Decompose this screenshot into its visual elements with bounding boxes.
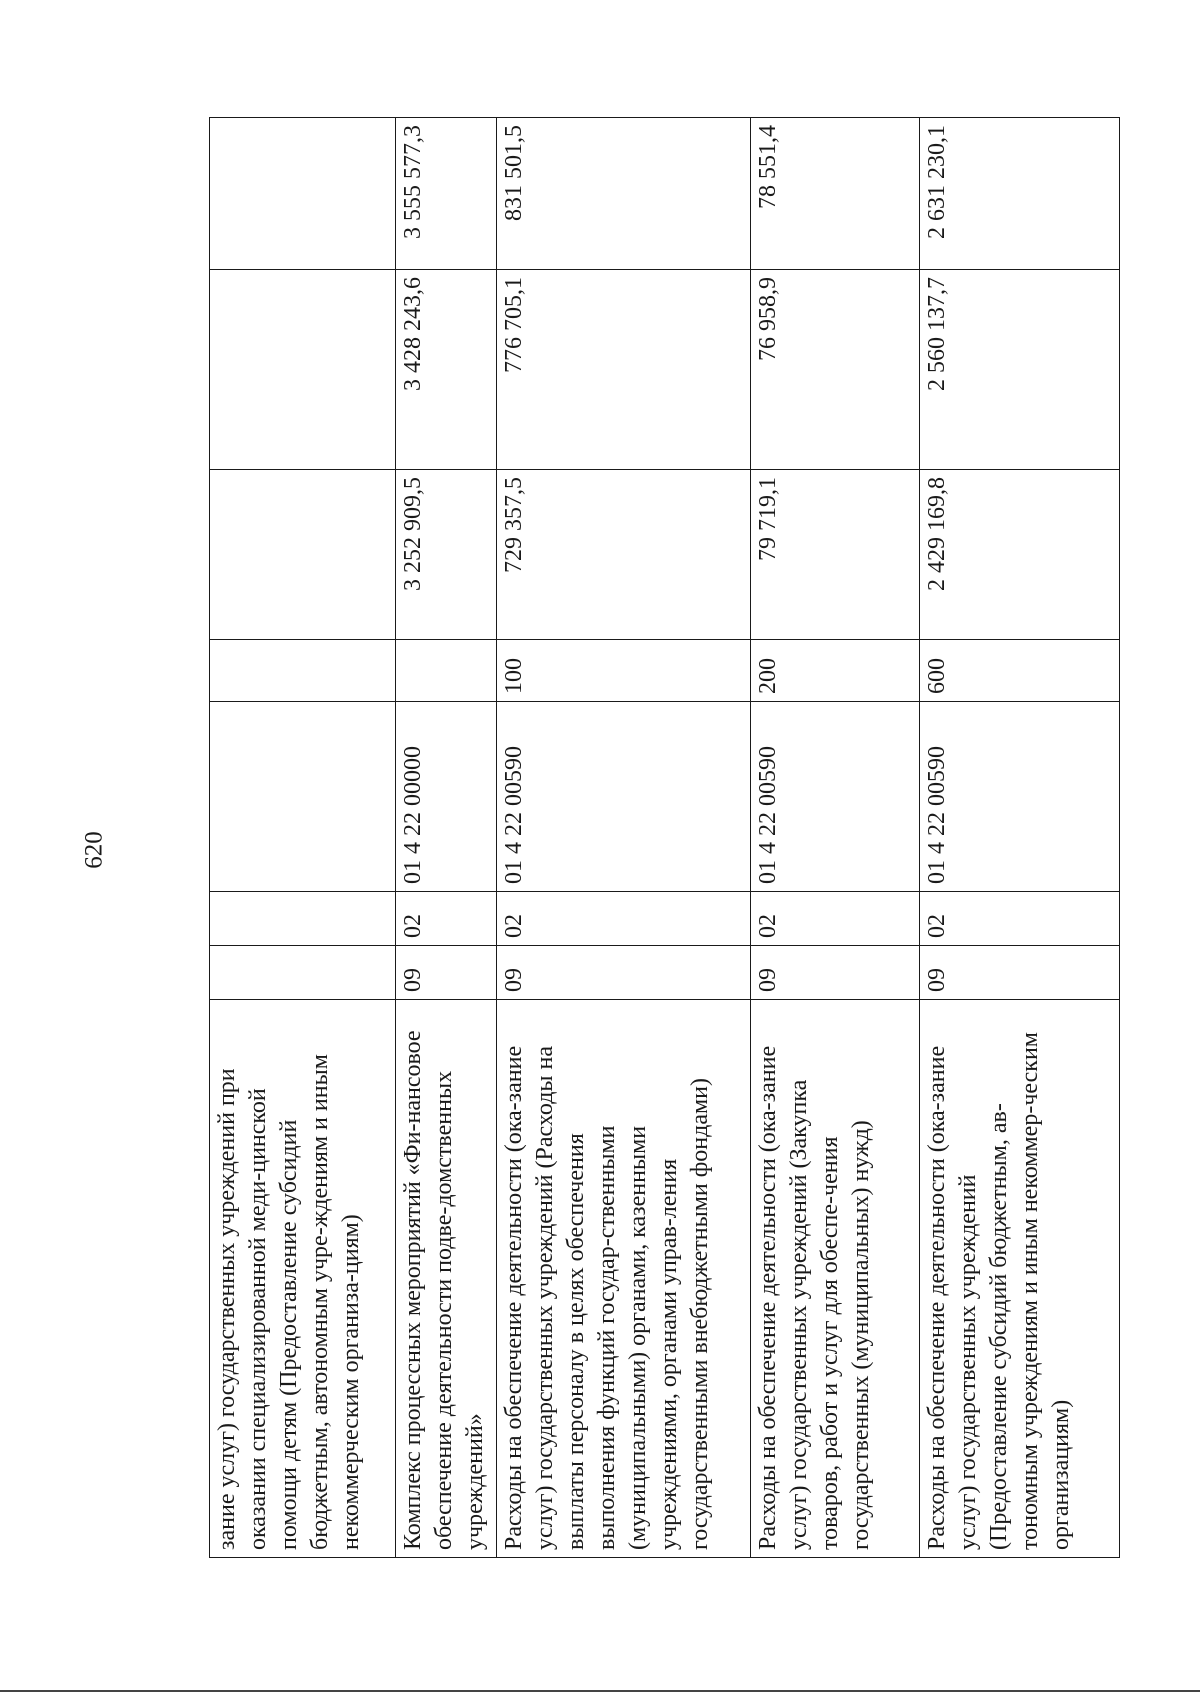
section-code: 09 — [396, 946, 497, 1000]
table-row — [396, 118, 497, 1558]
subsection-code — [210, 892, 396, 946]
amount-year-2 — [210, 270, 396, 470]
table-row — [920, 118, 1120, 1558]
target-article-code: 01 4 22 00590 — [920, 702, 1120, 892]
table-row — [210, 118, 396, 1558]
table-row — [497, 118, 751, 1558]
amount-year-3: 78 551,4 — [751, 118, 920, 270]
expense-type-code — [210, 640, 396, 702]
target-article-code: 01 4 22 00590 — [497, 702, 751, 892]
amount-year-2: 776 705,1 — [497, 270, 751, 470]
amount-year-3: 2 631 230,1 — [920, 118, 1120, 270]
amount-year-1: 79 719,1 — [751, 470, 920, 640]
budget-table — [209, 117, 1120, 1558]
amount-year-3: 3 555 577,3 — [396, 118, 497, 270]
section-code — [210, 946, 396, 1000]
row-description: Расходы на обеспечение деятельности (ока-зание услуг) государственных учреждений (Закупка товаров, работ и услуг для обеспе-чения государственных (муниципальных) нужд) — [751, 1000, 920, 1558]
amount-year-1: 729 357,5 — [497, 470, 751, 640]
amount-year-3 — [210, 118, 396, 270]
expense-type-code: 100 — [497, 640, 751, 702]
subsection-code: 02 — [751, 892, 920, 946]
expense-type-code: 600 — [920, 640, 1120, 702]
amount-year-1: 3 252 909,5 — [396, 470, 497, 640]
subsection-code: 02 — [920, 892, 1120, 946]
row-description: зание услуг) государственных учреждений при оказании специализированной меди-цинской помощи детям (Предоставление субсидий бюджетным, автономным учре-ждениям и иным некоммерческим организа-циям) — [210, 1000, 396, 1558]
expense-type-code — [396, 640, 497, 702]
table-row — [751, 118, 920, 1558]
amount-year-2: 76 958,9 — [751, 270, 920, 470]
amount-year-1 — [210, 470, 396, 640]
row-description: Комплекс процессных мероприятий «Фи-нансовое обеспечение деятельности подве-домственных учреждений» — [396, 1000, 497, 1558]
page-number: 620 — [80, 831, 108, 869]
section-code: 09 — [497, 946, 751, 1000]
section-code: 09 — [751, 946, 920, 1000]
expense-type-code: 200 — [751, 640, 920, 702]
budget-table-rotated — [209, 118, 1119, 1558]
target-article-code: 01 4 22 00000 — [396, 702, 497, 892]
target-article-code — [210, 702, 396, 892]
section-code: 09 — [920, 946, 1120, 1000]
amount-year-2: 3 428 243,6 — [396, 270, 497, 470]
table-body — [210, 118, 1120, 1558]
amount-year-3: 831 501,5 — [497, 118, 751, 270]
row-description: Расходы на обеспечение деятельности (ока-зание услуг) государственных учреждений (Предоставление субсидий бюджетным, ав-тономным учреждениям и иным некоммер-ческим организациям) — [920, 1000, 1120, 1558]
amount-year-2: 2 560 137,7 — [920, 270, 1120, 470]
subsection-code: 02 — [396, 892, 497, 946]
page-bottom-rule — [0, 1690, 1200, 1692]
row-description: Расходы на обеспечение деятельности (ока-зание услуг) государственных учреждений (Расходы на выплаты персоналу в целях обеспечения выполнения функций государ-ственными (муниципальными) органами, казенными учреждениями, органами управ-ления государственными внебюджетными фондами) — [497, 1000, 751, 1558]
target-article-code: 01 4 22 00590 — [751, 702, 920, 892]
amount-year-1: 2 429 169,8 — [920, 470, 1120, 640]
subsection-code: 02 — [497, 892, 751, 946]
